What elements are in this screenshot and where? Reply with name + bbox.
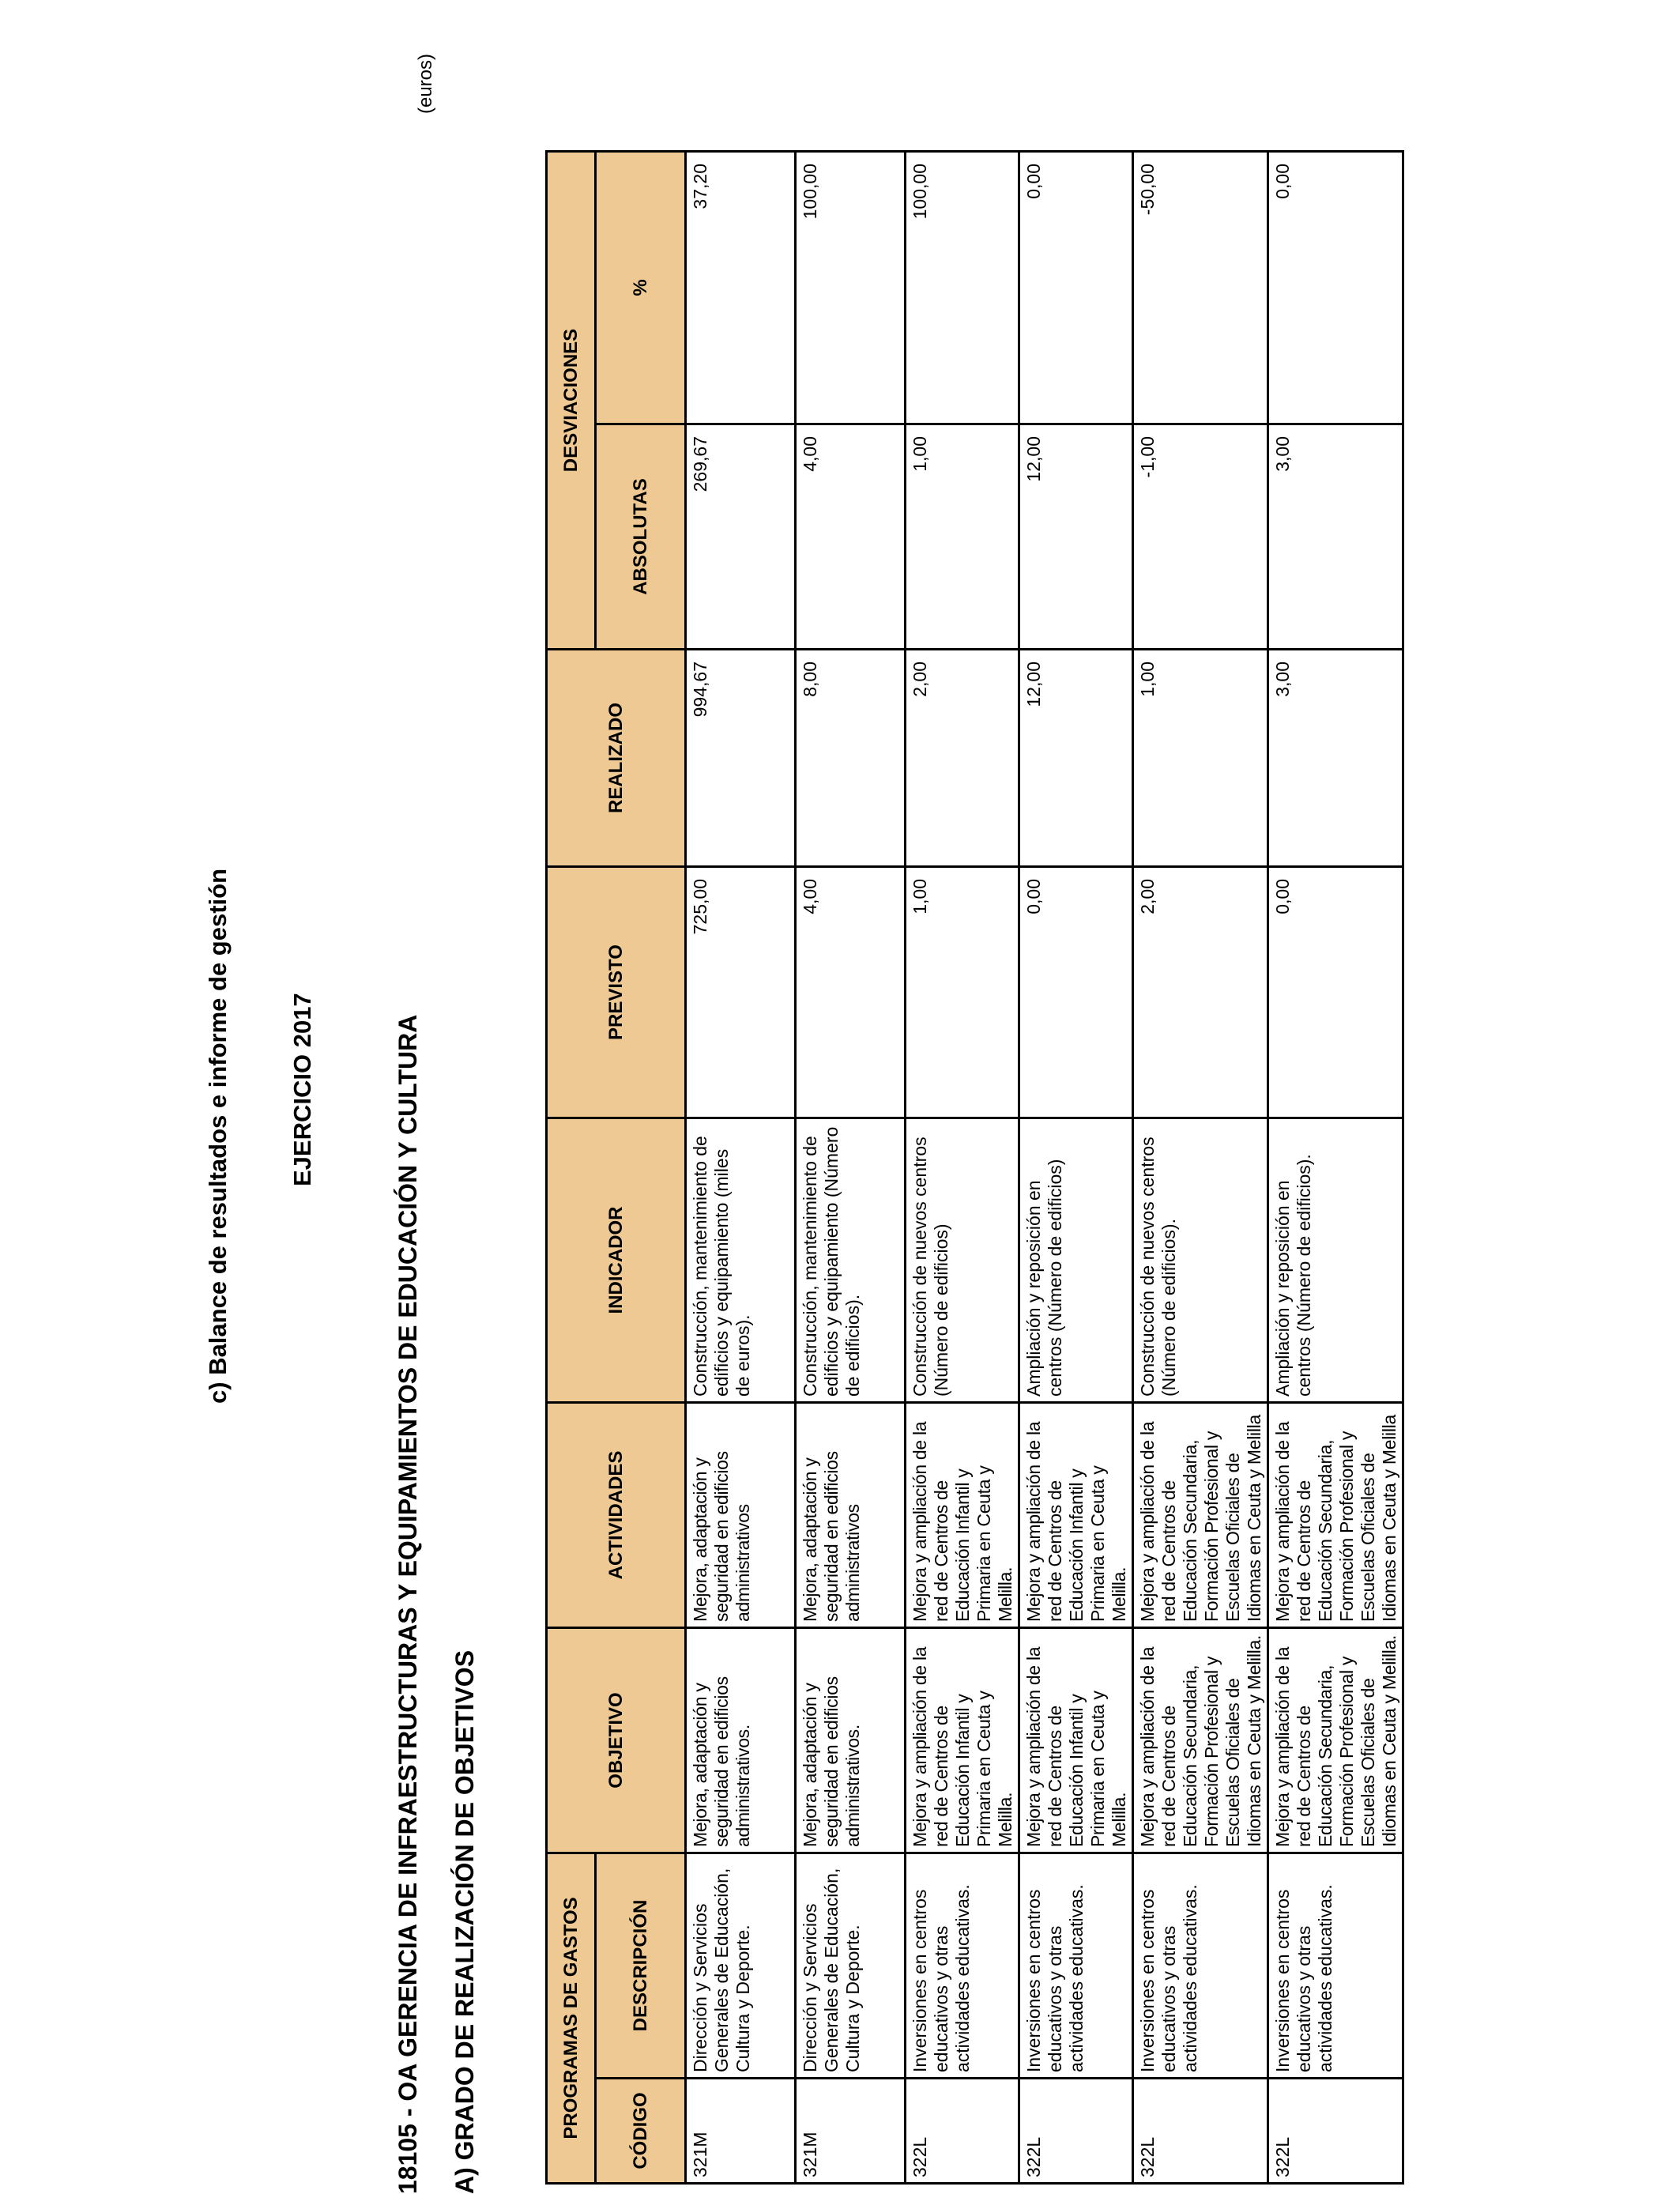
column-header-indicator: INDICADOR [547, 1118, 686, 1403]
table-row [1133, 152, 1268, 2184]
cell-description: Inversiones en centros educativos y otras actividades educativas. [1019, 1853, 1133, 2079]
cell-planned: 725,00 [686, 867, 796, 1118]
cell-absolute: 4,00 [796, 424, 906, 650]
column-header-planned: PREVISTO [547, 867, 686, 1118]
column-header-code: CÓDIGO [596, 2079, 686, 2184]
cell-objective: Mejora y ampliación de la red de Centros de Educación Infantil y Primaria en Ceuta y Melilla. [1019, 1628, 1133, 1853]
cell-code: 322L [1019, 2079, 1133, 2184]
cell-activities: Mejora, adaptación y seguridad en edificios administrativos [796, 1403, 906, 1628]
group-header-deviations: DESVIACIONES [547, 152, 596, 650]
cell-planned: 0,00 [1268, 867, 1403, 1118]
cell-actual: 12,00 [1019, 650, 1133, 867]
cell-actual: 3,00 [1268, 650, 1403, 867]
column-header-description: DESCRIPCIÓN [596, 1853, 686, 2079]
cell-activities: Mejora y ampliación de la red de Centros de Educación Secundaria, Formación Profesional y Escuelas Oficiales de Idiomas en Ceuta y Melilla [1268, 1403, 1403, 1628]
cell-planned: 2,00 [1133, 867, 1268, 1118]
column-header-actual: REALIZADO [547, 650, 686, 867]
cell-code: 321M [686, 2079, 796, 2184]
objectives-table [545, 150, 1404, 2185]
column-header-percent: % [596, 152, 686, 424]
cell-indicator: Construcción, mantenimiento de edificios y equipamiento (miles de euros). [686, 1118, 796, 1403]
cell-actual: 8,00 [796, 650, 906, 867]
cell-objective: Mejora, adaptación y seguridad en edificios administrativos. [796, 1628, 906, 1853]
cell-actual: 994,67 [686, 650, 796, 867]
cell-absolute: 12,00 [1019, 424, 1133, 650]
cell-code: 322L [1133, 2079, 1268, 2184]
cell-description: Dirección y Servicios Generales de Educación, Cultura y Deporte. [686, 1853, 796, 2079]
cell-percent: 100,00 [906, 152, 1019, 424]
cell-percent: 37,20 [686, 152, 796, 424]
cell-activities: Mejora y ampliación de la red de Centros de Educación Infantil y Primaria en Ceuta y Melilla. [906, 1403, 1019, 1628]
cell-activities: Mejora y ampliación de la red de Centros de Educación Secundaria, Formación Profesional y Escuelas Oficiales de Idiomas en Ceuta y Melilla [1133, 1403, 1268, 1628]
cell-absolute: -1,00 [1133, 424, 1268, 650]
cell-percent: 0,00 [1019, 152, 1133, 424]
fiscal-year-title: EJERCICIO 2017 [288, 993, 316, 1186]
cell-percent: 0,00 [1268, 152, 1403, 424]
section-title: c) Balance de resultados e informe de gestión [204, 868, 232, 1404]
table-row [1268, 152, 1403, 2184]
cell-indicator: Ampliación y reposición en centros (Número de edificios) [1019, 1118, 1133, 1403]
unit-note: (euros) [415, 53, 436, 114]
cell-indicator: Ampliación y reposición en centros (Número de edificios). [1268, 1118, 1403, 1403]
subsection-title: A) GRADO DE REALIZACIÓN DE OBJETIVOS [450, 1649, 479, 2194]
cell-absolute: 269,67 [686, 424, 796, 650]
cell-planned: 4,00 [796, 867, 906, 1118]
cell-objective: Mejora y ampliación de la red de Centros de Educación Secundaria, Formación Profesional y Escuelas Oficiales de Idiomas en Ceuta y Melilla. [1268, 1628, 1403, 1853]
cell-activities: Mejora y ampliación de la red de Centros de Educación Infantil y Primaria en Ceuta y Melilla. [1019, 1403, 1133, 1628]
cell-description: Inversiones en centros educativos y otras actividades educativas. [1268, 1853, 1403, 2079]
cell-objective: Mejora y ampliación de la red de Centros de Educación Secundaria, Formación Profesional y Escuelas Oficiales de Idiomas en Ceuta y Melilla. [1133, 1628, 1268, 1853]
cell-absolute: 1,00 [906, 424, 1019, 650]
column-header-objective: OBJETIVO [547, 1628, 686, 1853]
cell-indicator: Construcción de nuevos centros (Número de edificios) [906, 1118, 1019, 1403]
cell-planned: 1,00 [906, 867, 1019, 1118]
table-row [686, 152, 796, 2184]
cell-description: Inversiones en centros educativos y otras actividades educativas. [906, 1853, 1019, 2079]
cell-percent: -50,00 [1133, 152, 1268, 424]
cell-code: 322L [906, 2079, 1019, 2184]
cell-indicator: Construcción, mantenimiento de edificios y equipamiento (Número de edificios). [796, 1118, 906, 1403]
cell-actual: 1,00 [1133, 650, 1268, 867]
table-row [796, 152, 906, 2184]
table-row [1019, 152, 1133, 2184]
cell-planned: 0,00 [1019, 867, 1133, 1118]
organization-title: 18105 - OA GERENCIA DE INFRAESTRUCTURAS Y EQUIPAMIENTOS DE EDUCACIÓN Y CULTURA [394, 1014, 422, 2194]
cell-indicator: Construcción de nuevos centros (Número de edificios). [1133, 1118, 1268, 1403]
cell-actual: 2,00 [906, 650, 1019, 867]
cell-code: 321M [796, 2079, 906, 2184]
cell-objective: Mejora, adaptación y seguridad en edificios administrativos. [686, 1628, 796, 1853]
group-header-programs: PROGRAMAS DE GASTOS [547, 1853, 596, 2184]
cell-description: Dirección y Servicios Generales de Educación, Cultura y Deporte. [796, 1853, 906, 2079]
table-row [906, 152, 1019, 2184]
cell-absolute: 3,00 [1268, 424, 1403, 650]
cell-code: 322L [1268, 2079, 1403, 2184]
cell-activities: Mejora, adaptación y seguridad en edificios administrativos [686, 1403, 796, 1628]
column-header-activities: ACTIVIDADES [547, 1403, 686, 1628]
cell-percent: 100,00 [796, 152, 906, 424]
cell-objective: Mejora y ampliación de la red de Centros de Educación Infantil y Primaria en Ceuta y Melilla. [906, 1628, 1019, 1853]
cell-description: Inversiones en centros educativos y otras actividades educativas. [1133, 1853, 1268, 2079]
column-header-absolute: ABSOLUTAS [596, 424, 686, 650]
